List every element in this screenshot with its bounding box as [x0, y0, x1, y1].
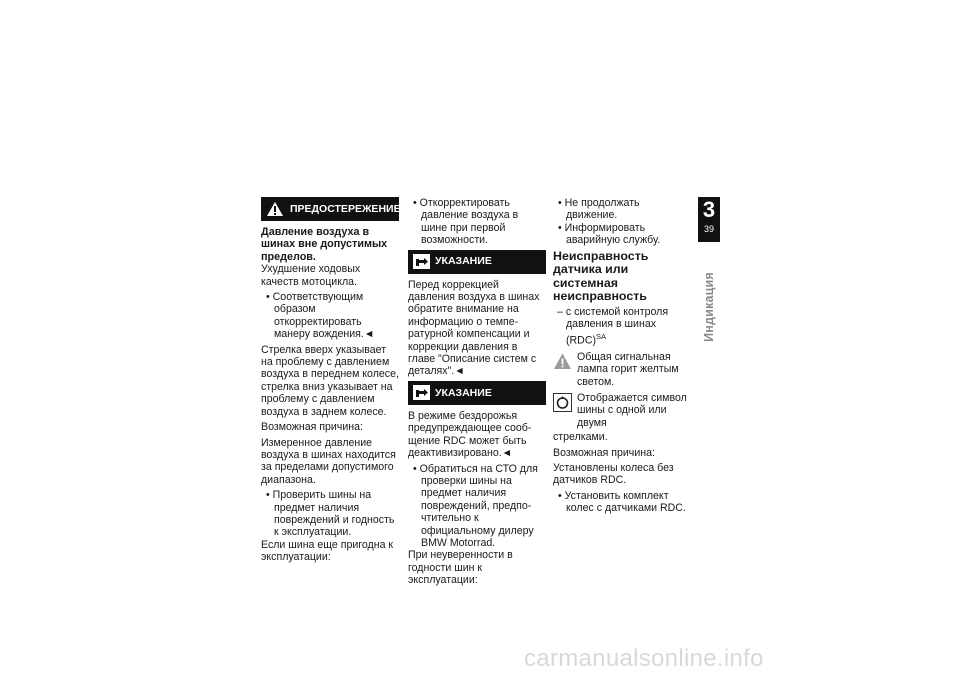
- warning-banner: [261, 197, 399, 221]
- watermark: carmanualsonline.info: [524, 645, 764, 672]
- page-number: 39: [703, 224, 714, 234]
- warning-triangle-icon: [266, 201, 284, 218]
- warning-label: ПРЕДОСТЕРЕЖЕНИЕ: [290, 202, 401, 215]
- note-text: В режиме бездорожья предупреждающее сообщение RDC может быть деактивизировано.◄: [408, 409, 532, 460]
- note-banner: [408, 381, 546, 405]
- section-heading: Неисправность датчика или системная неисправность: [553, 248, 649, 304]
- dash-item: [553, 306, 691, 347]
- tire-pressure-symbol-icon: [553, 393, 572, 412]
- paragraph: Возможная причина:: [261, 421, 363, 434]
- tire-symbol-row: [553, 392, 691, 429]
- paragraph: Стрелка вверх указывает на проблему с давлением воздуха в переднем колесе, стрелка вниз указывает на проблему с давлением воздуха в заднем колесе.: [261, 343, 399, 418]
- symbol-text-continued: стрелками.: [553, 431, 608, 444]
- bullet-item: • Информировать аварийную службу.: [558, 221, 661, 247]
- paragraph: Возможная причина:: [553, 446, 655, 459]
- chapter-tab: [698, 197, 720, 242]
- bullet-item: • Не продолжать движение.: [558, 197, 640, 222]
- column-1: [261, 197, 399, 567]
- note-banner: [408, 250, 546, 274]
- general-warning-lamp-row: [553, 351, 691, 388]
- warning-heading: Давление воздуха в шинах вне допустимых пределов.: [261, 226, 388, 263]
- pointing-hand-icon: [413, 385, 430, 400]
- bullet-item: • Установить комплект колес с датчиками RDC.: [558, 489, 686, 515]
- lamp-text: Общая сигнальная лампа горит желтым светом.: [577, 350, 679, 388]
- column-2: [408, 197, 546, 590]
- paragraph: Если шина еще пригодна к эксплуатации:: [261, 538, 394, 564]
- bullet-item: • Откорректировать давление воздуха в шине при первой возможности.: [413, 197, 519, 247]
- paragraph: Измеренное давление воздуха в шинах находится за пределами допустимого диапазона.: [261, 436, 396, 486]
- note-label: УКАЗАНИЕ: [435, 255, 492, 268]
- option-superscript: SA: [596, 331, 607, 341]
- paragraph: Установлены колеса без датчиков RDC.: [553, 462, 674, 487]
- dash-item-text: – с системой контроля давления в шинах (RDC): [557, 306, 669, 347]
- paragraph: Ухудшение ходовых качеств мотоцикла.: [261, 263, 361, 288]
- chapter-title-text: Индикация: [702, 272, 717, 342]
- general-warning-lamp-icon: [553, 352, 572, 371]
- paragraph: При неуверенности в годности шин к эксплуатации:: [408, 549, 513, 587]
- column-3: [553, 197, 691, 515]
- bullet-item: • Обратиться на СТО для проверки шины на предмет наличия повреждений, предпочтительно к официальному дилеру BMW Motorrad.: [413, 462, 538, 549]
- symbol-text: Отображается символ шины с одной или двумя: [577, 391, 687, 429]
- pointing-hand-icon: [413, 254, 430, 269]
- note-text: Перед коррекцией давления воздуха в шинах обратите внимание на информацию о температурной компенсации и коррекции давления в главе "Описание систем с деталях".◄: [408, 278, 540, 378]
- chapter-number: 3: [702, 197, 716, 222]
- note-label: УКАЗАНИЕ: [435, 386, 492, 399]
- chapter-title: [700, 272, 718, 342]
- bullet-item: • Проверить шины на предмет наличия повреждений и годность к эксплуатации.: [266, 489, 395, 539]
- bullet-item: • Соответствующим образом откорректировать манеру вождения.◄: [266, 291, 375, 341]
